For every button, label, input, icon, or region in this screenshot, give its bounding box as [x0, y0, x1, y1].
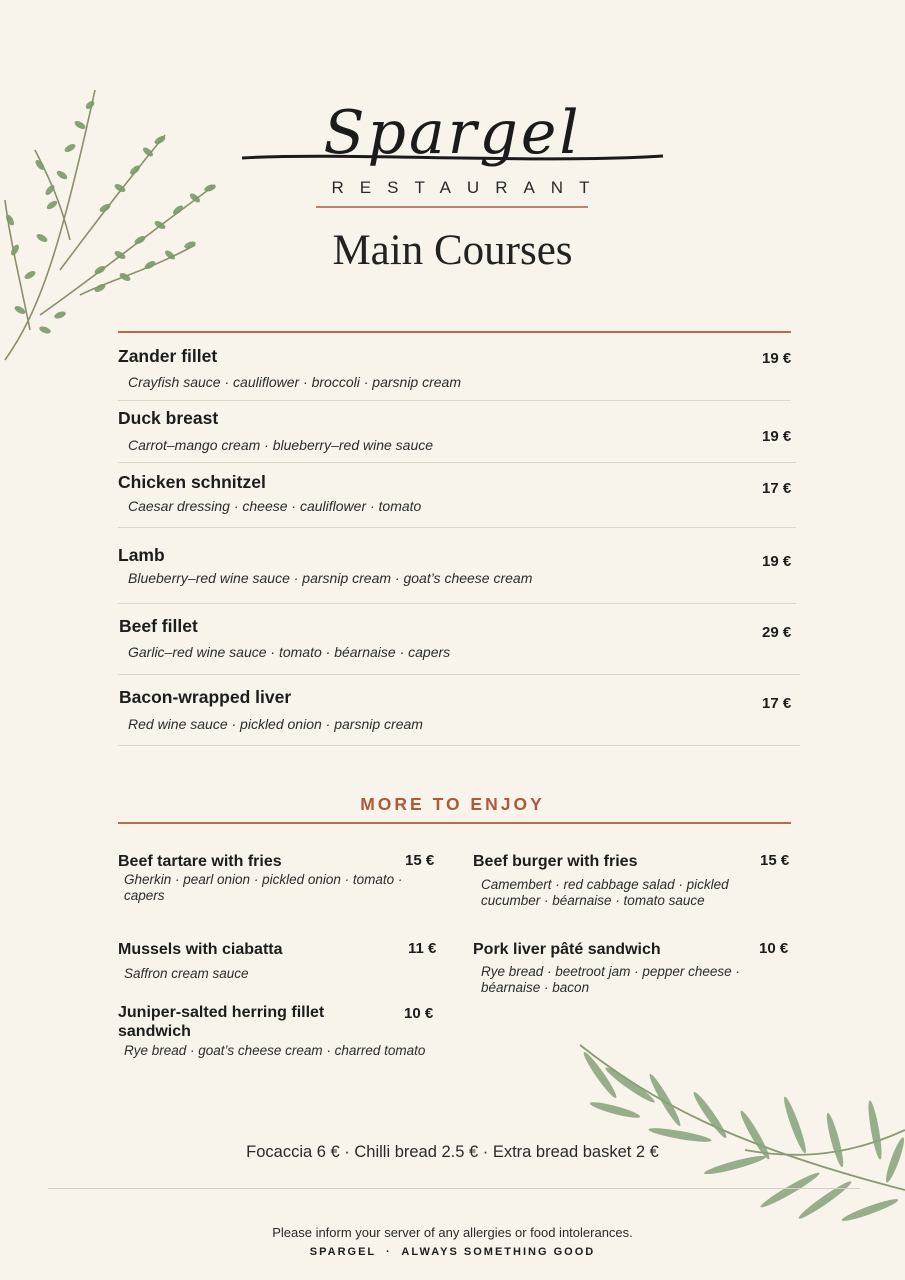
dish-price: 10 €: [404, 1005, 434, 1022]
dish-name: Beef tartare with fries: [118, 853, 282, 870]
item-divider: [118, 603, 796, 604]
dish-description: Camembert · red cabbage salad · pickled cucumber · béarnaise · tomato sauce: [481, 877, 729, 908]
dish-price: 17 €: [762, 480, 792, 497]
item-divider: [118, 462, 796, 463]
dish-name: Beef burger with fries: [473, 853, 638, 870]
restaurant-subtitle: RESTAURANT: [331, 178, 606, 197]
main-courses-top-rule: [118, 331, 791, 333]
item-divider: [118, 674, 800, 675]
dish-description: Rye bread · goat’s cheese cream · charred tomato: [124, 1043, 426, 1058]
item-divider: [118, 400, 790, 401]
dish-price: 19 €: [762, 350, 792, 367]
allergy-notice: Please inform your server of any allergies or food intolerances.: [272, 1225, 633, 1240]
dish-name: Beef fillet: [119, 616, 198, 636]
rosemary-sprig-illustration: [570, 1040, 905, 1225]
dish-name: Juniper-salted herring fillet sandwich: [118, 1004, 325, 1040]
dish-name: Duck breast: [118, 408, 219, 428]
dish-description: Garlic–red wine sauce · tomato · béarnaise · capers: [128, 644, 451, 660]
more-section-rule: [118, 822, 791, 824]
bread-options: Focaccia 6 € · Chilli bread 2.5 € · Extra bread basket 2 €: [246, 1143, 659, 1161]
dish-name: Lamb: [118, 545, 165, 565]
logo-swash-underline: [240, 150, 665, 164]
more-to-enjoy-heading: MORE TO ENJOY: [360, 794, 545, 814]
dish-price: 15 €: [760, 852, 790, 869]
footer-tagline: SPARGEL · ALWAYS SOMETHING GOOD: [309, 1246, 596, 1258]
dish-price: 11 €: [408, 940, 437, 957]
dish-name: Chicken schnitzel: [118, 472, 266, 492]
restaurant-logo: Spargel: [323, 98, 582, 168]
dish-name: Zander fillet: [118, 346, 218, 366]
dish-price: 19 €: [762, 553, 792, 570]
dish-name: Mussels with ciabatta: [118, 941, 283, 958]
dish-price: 17 €: [762, 695, 792, 712]
dish-price: 10 €: [759, 940, 789, 957]
dish-description: Saffron cream sauce: [124, 966, 249, 981]
dish-description: Gherkin · pearl onion · pickled onion · tomato · capers: [124, 872, 403, 903]
footer-divider: [48, 1188, 860, 1189]
dish-name: Pork liver pâté sandwich: [473, 941, 661, 958]
item-divider: [118, 527, 796, 528]
dish-description: Red wine sauce · pickled onion · parsnip cream: [128, 716, 423, 732]
dish-description: Blueberry–red wine sauce · parsnip cream · goat’s cheese cream: [128, 570, 533, 586]
dish-description: Carrot–mango cream · blueberry–red wine sauce: [128, 437, 434, 453]
dish-name: Bacon-wrapped liver: [119, 687, 292, 707]
dish-description: Rye bread · beetroot jam · pepper cheese · béarnaise · bacon: [481, 964, 740, 995]
page-title: Main Courses: [332, 227, 573, 274]
dish-price: 19 €: [762, 428, 792, 445]
item-divider: [118, 745, 800, 746]
dish-price: 15 €: [405, 852, 435, 869]
dish-price: 29 €: [762, 624, 792, 641]
subtitle-divider: [316, 206, 588, 208]
dish-description: Crayfish sauce · cauliflower · broccoli · parsnip cream: [128, 374, 461, 390]
dish-description: Caesar dressing · cheese · cauliflower · tomato: [128, 498, 422, 514]
